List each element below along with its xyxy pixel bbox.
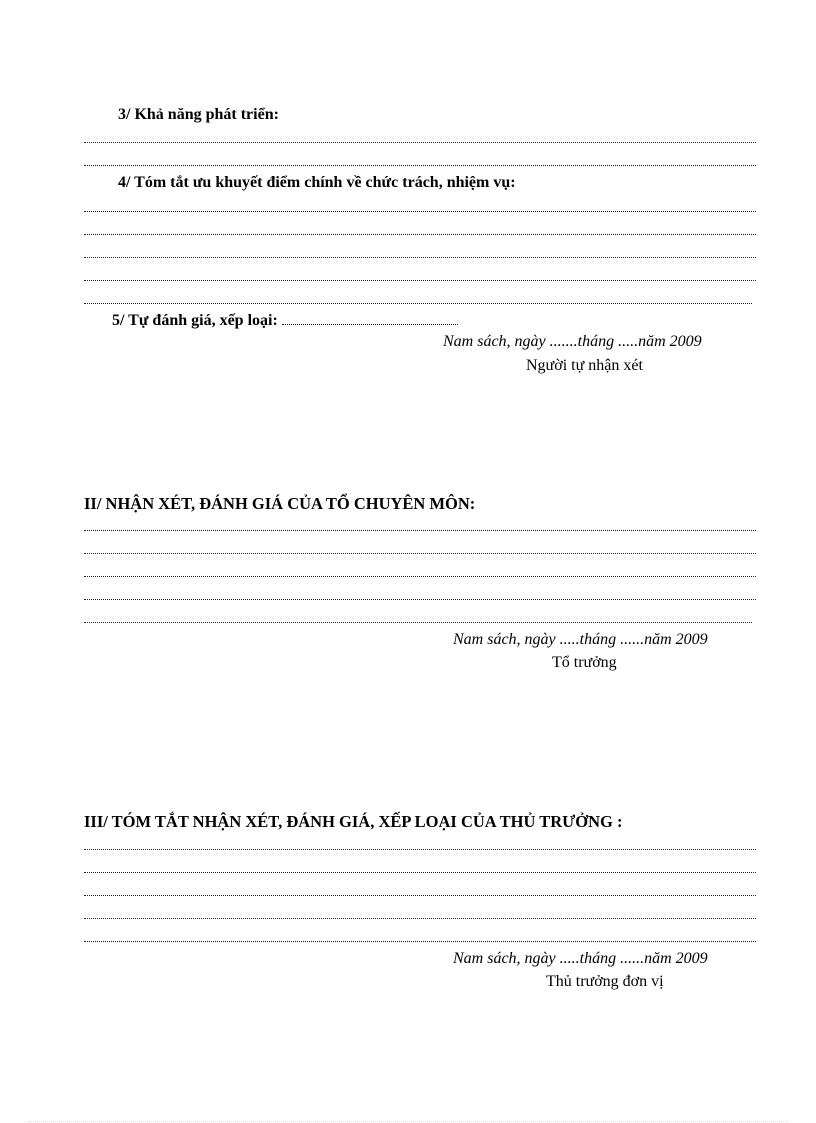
item5-heading: 5/ Tự đánh giá, xếp loại: [112,312,278,329]
section3-title: III/ TÓM TẮT NHẬN XÉT, ĐÁNH GIÁ, XẾP LOẠI CỦA THỦ TRƯỞNG : [84,812,623,831]
section2-answer-line-3[interactable] [84,576,756,577]
section3-signer: Thủ trưởng đơn vị [546,973,664,990]
item5-row [112,312,458,330]
item4-answer-line-5[interactable] [84,303,752,304]
section3-date-line: Nam sách, ngày .....tháng ......năm 2009 [453,950,708,967]
section3-answer-line-2[interactable] [84,872,756,873]
page-bottom-border [28,1121,788,1122]
item4-answer-line-1[interactable] [84,211,756,212]
section2-answer-line-2[interactable] [84,553,756,554]
self-review-signer: Người tự nhận xét [526,357,643,374]
section2-answer-line-1[interactable] [84,530,756,531]
section2-answer-line-4[interactable] [84,599,756,600]
item4-answer-line-4[interactable] [84,280,756,281]
section2-date-line: Nam sách, ngày .....tháng ......năm 2009 [453,631,708,648]
item3-answer-line-1[interactable] [84,142,756,143]
section2-answer-line-5[interactable] [84,622,752,623]
item3-heading: 3/ Khả năng phát triển: [118,106,279,123]
item4-answer-line-2[interactable] [84,234,756,235]
item4-answer-line-3[interactable] [84,257,756,258]
self-review-date-line: Nam sách, ngày .......tháng .....năm 2009 [443,333,702,350]
section3-answer-line-3[interactable] [84,895,756,896]
section3-answer-line-4[interactable] [84,918,756,919]
section2-title: II/ NHẬN XÉT, ĐÁNH GIÁ CỦA TỔ CHUYÊN MÔN: [84,494,476,513]
item5-answer-field[interactable] [282,324,458,325]
item3-answer-line-2[interactable] [84,165,756,166]
section2-signer: Tổ trưởng [552,654,617,671]
item4-heading: 4/ Tóm tắt ưu khuyết điểm chính về chức trách, nhiệm vụ: [118,174,516,191]
section3-answer-line-1[interactable] [84,849,756,850]
section3-answer-line-5[interactable] [84,941,756,942]
